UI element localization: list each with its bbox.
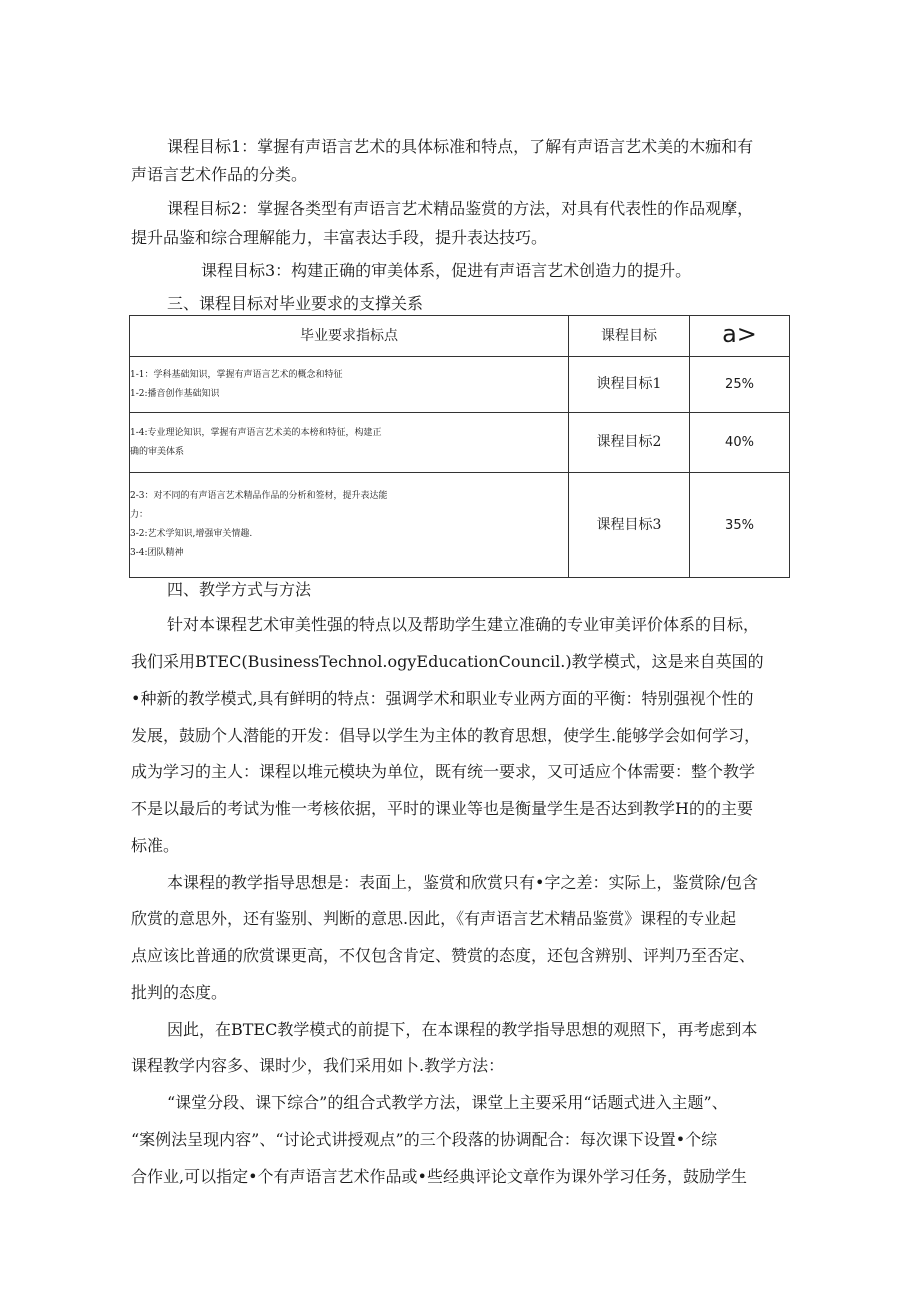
table-row [130,413,790,473]
paragraph-1-line: 不是以最后的考试为惟一考核依据，平时的课业等也是衡量学生是否达到教学H的的主要 [131,799,753,818]
support-relation-table [129,315,790,578]
course-goal-1-line-1: 课程目标1：掌握有声语言艺术的具体标准和特点，了解有声语言艺术美的木痂和有 [167,137,754,156]
weight-cell: 40% [690,413,790,473]
paragraph-2-line: 批判的态度。 [131,983,228,1002]
paragraph-2-line: 本课程的教学指导思想是：表面上，鉴赏和欣赏只有•字之差：实际上，鉴赏除/包含 [167,873,758,892]
indicator-line: 3-2:艺术学知识,增强审关情趣. [130,529,253,539]
paragraph-1-line: 成为学习的主人：课程以堆元模块为单位，既有统一要求，又可适应个体需要：整个教学 [131,762,756,781]
indicator-line: 1-4:专业理论知识，掌握有声语言艺术美的本榜和特征，构建正 [130,427,382,438]
indicator-cell [130,357,569,413]
table-header-row [130,316,790,357]
header-course-goal: 课程目标 [569,316,690,357]
goal-cell: 谀程目标1 [569,357,690,413]
paragraph-3-line: 课程教学内容多、课时少，我们采用如卜.教学方法： [131,1056,505,1075]
header-weight [690,316,790,357]
paragraph-1-line: •种新的教学模式,具有鲜明的特点：强调学术和职业专业两方面的平衡：特别强视个性的 [131,689,754,708]
indicator-line: 确的审美体系 [130,446,185,457]
paragraph-3-line: 因此，在BTEC教学模式的前提下，在本课程的教学指导思想的观照下，再考虑到本 [167,1020,758,1039]
indicator-line: 3-4:团队精神 [130,548,184,558]
indicator-cell [130,413,569,473]
paragraph-1-line: 针对本课程艺术审美性强的特点以及帮助学生建立准确的专业审美评价体系的目标， [167,615,760,634]
indicator-line: 2-3：对不同的有声语言艺术精品作品的分析和签材，提升表达能 [130,491,388,501]
indicator-cell [130,473,569,578]
table-row [130,357,790,413]
paragraph-4-line: “课堂分段、课下综合”的组合式教学方法，课堂上主要采用“话题式进入主题”、 [167,1093,728,1112]
paragraph-4-line: “案例法呈现内容”、“讨论式讲授观点”的三个段落的协调配合：每次课下设置•个综 [131,1130,718,1149]
paragraph-2-line: 欣赏的意思外，还有鉴别、判断的意思.因此，《有声语言艺术精品鉴赏》课程的专业起 [131,909,737,928]
weight-cell: 35% [690,473,790,578]
paragraph-1-line: 标准。 [131,836,180,855]
course-goal-2-line-1: 课程目标2：掌握各类型有声语言艺术精品鉴赏的方法，对具有代表性的作品观摩， [167,199,754,218]
indicator-line: 力： [130,510,149,520]
paragraph-1-line: 发展，鼓励个人潜能的开发：倡导以学生为主体的教育思想，使学生.能够学会如何学习， [131,726,761,745]
paragraph-4-line: 合作业,可以指定•个有声语言艺术作品或•些经典评论文章作为课外学习任务，鼓励学生 [131,1167,747,1186]
goal-cell: 课程目标2 [569,413,690,473]
course-goal-1-line-2: 声语言艺术作品的分类。 [131,165,308,184]
header-weight-label: a> [722,319,757,348]
indicator-line: 1-1：学科基础知识，掌握有声语言艺术的概念和特征 [130,369,343,380]
paragraph-2-line: 点应该比普通的欣赏课更高，不仅包含肯定、赞赏的态度，还包含辨别、评判乃至否定、 [131,946,756,965]
section-4-heading: 四、教学方式与方法 [167,580,312,599]
weight-cell: 25% [690,357,790,413]
course-goal-3: 课程目标3：构建正确的审美体系，促进有声语言艺术创造力的提升。 [201,261,692,280]
section-3-heading: 三、课程目标对毕业要求的支撑关系 [167,294,424,313]
header-indicator: 毕业要求指标点 [130,316,569,357]
goal-cell: 课程目标3 [569,473,690,578]
indicator-line: 1-2:播音创作基础知识 [130,388,220,399]
paragraph-1-line: 我们采用BTEC(BusinessTechnol.ogyEducationCouncil.)教学模式，这是来自英国的 [131,652,764,671]
table-row [130,473,790,578]
course-goal-2-line-2: 提升品鉴和综合理解能力，丰富表达手段，提升表达技巧。 [131,228,548,247]
